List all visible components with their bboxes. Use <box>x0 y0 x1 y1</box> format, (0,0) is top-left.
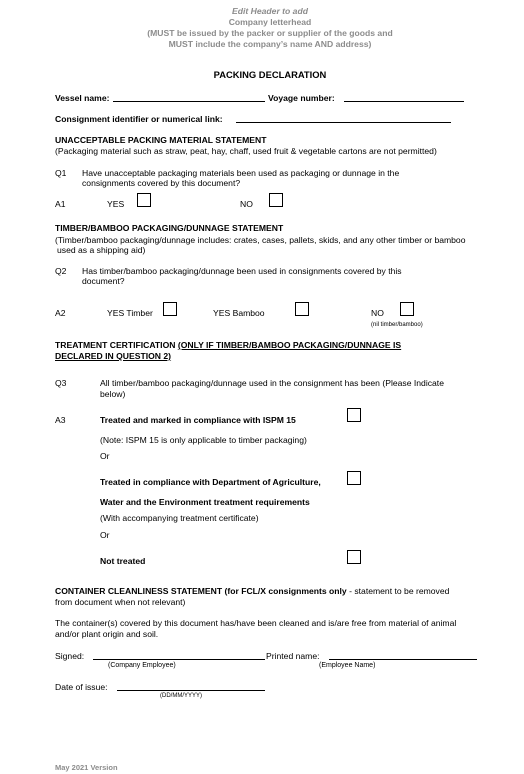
a1-yes-label: YES <box>107 199 125 209</box>
a2-no-label: NO <box>371 308 384 318</box>
header-must-line-1: (MUST be issued by the packer or supplier of the goods and <box>147 28 393 38</box>
q1-number: Q1 <box>55 168 67 178</box>
container-text-line-2: and/or plant origin and soil. <box>55 629 159 639</box>
q2-text-line-2: document? <box>82 276 125 286</box>
ispm15-checkbox[interactable] <box>347 408 361 422</box>
or-label-2: Or <box>100 530 110 540</box>
consignment-label: Consignment identifier or numerical link: <box>55 114 223 124</box>
a1-yes-checkbox[interactable] <box>137 193 151 207</box>
printed-name-sublabel: (Employee Name) <box>319 662 376 669</box>
treatment-heading <box>55 340 401 350</box>
container-heading-bold: CONTAINER CLEANLINESS STATEMENT (for FCL/X consignments only <box>55 586 347 596</box>
header-must-line-2: MUST include the company’s name AND address) <box>168 39 372 49</box>
timber-heading: TIMBER/BAMBOO PACKAGING/DUNNAGE STATEMENT <box>55 223 284 233</box>
page-title: PACKING DECLARATION <box>213 69 327 80</box>
date-label: Date of issue: <box>55 682 108 692</box>
container-text-line-1: The container(s) covered by this document has/have been cleaned and is/are free from material of animal <box>55 618 457 628</box>
unacceptable-desc: (Packaging material such as straw, peat, hay, chaff, used fruit & vegetable cartons are not permitted) <box>55 146 437 156</box>
q3-number: Q3 <box>55 378 67 388</box>
signed-label: Signed: <box>55 651 85 661</box>
q3-text-line-1: All timber/bamboo packaging/dunnage used in the consignment has been (Please Indicate <box>100 378 444 388</box>
container-heading-rest: - statement to be removed <box>346 586 450 596</box>
q3-text-line-2: below) <box>100 389 126 399</box>
not-treated-checkbox[interactable] <box>347 550 361 564</box>
a2-no-checkbox[interactable] <box>400 302 414 316</box>
not-treated-label: Not treated <box>100 556 146 566</box>
date-format-sublabel: (DD/MM/YYYY) <box>160 693 202 699</box>
ispm15-note: (Note: ISPM 15 is only applicable to timber packaging) <box>100 435 307 445</box>
daff-note: (With accompanying treatment certificate) <box>100 513 259 523</box>
a2-nil-note: (nil timber/bamboo) <box>371 322 423 328</box>
a2-yes-timber-label: YES Timber <box>107 308 153 318</box>
vessel-name-field[interactable] <box>113 101 265 102</box>
daff-option-line-1: Treated in compliance with Department of Agriculture, <box>100 477 321 487</box>
printed-name-label: Printed name: <box>266 651 320 661</box>
a2-number: A2 <box>55 308 66 318</box>
a1-number: A1 <box>55 199 66 209</box>
consignment-field[interactable] <box>236 122 451 123</box>
vessel-label: Vessel name: <box>55 93 110 103</box>
container-heading-line-2: from document when not relevant) <box>55 597 186 607</box>
header-letterhead: Company letterhead <box>228 17 312 27</box>
treatment-heading-line-2: DECLARED IN QUESTION 2) <box>55 351 172 361</box>
timber-desc-line-1: (Timber/bamboo packaging/dunnage includes: crates, cases, pallets, skids, and any other timber or bamboo <box>55 235 466 245</box>
unacceptable-heading: UNACCEPTABLE PACKING MATERIAL STATEMENT <box>55 135 267 145</box>
version-footer: May 2021 Version <box>55 763 118 772</box>
voyage-number-field[interactable] <box>344 101 464 102</box>
q1-text-line-1: Have unacceptable packaging materials been used as packaging or dunnage in the <box>82 168 400 178</box>
treatment-heading-plain: TREATMENT CERTIFICATION <box>55 340 178 350</box>
a2-yes-timber-checkbox[interactable] <box>163 302 177 316</box>
q1-text-line-2: consignments covered by this document? <box>82 178 241 188</box>
a2-yes-bamboo-label: YES Bamboo <box>213 308 265 318</box>
q2-text-line-1: Has timber/bamboo packaging/dunnage been used in consignments covered by this <box>82 266 402 276</box>
container-heading <box>55 586 449 596</box>
a1-no-checkbox[interactable] <box>269 193 283 207</box>
a3-number: A3 <box>55 415 66 425</box>
voyage-label: Voyage number: <box>268 93 335 103</box>
a2-yes-bamboo-checkbox[interactable] <box>295 302 309 316</box>
daff-checkbox[interactable] <box>347 471 361 485</box>
daff-option-line-2: Water and the Environment treatment requirements <box>100 497 310 507</box>
a1-no-label: NO <box>240 199 253 209</box>
q2-number: Q2 <box>55 266 67 276</box>
ispm15-option-label: Treated and marked in compliance with ISPM 15 <box>100 415 296 425</box>
header-edit-line: Edit Header to add <box>232 6 308 16</box>
treatment-heading-underlined: (ONLY IF TIMBER/BAMBOO PACKAGING/DUNNAGE IS <box>177 340 402 350</box>
or-label-1: Or <box>100 451 110 461</box>
signed-sublabel: (Company Employee) <box>108 662 176 669</box>
printed-name-field[interactable] <box>329 659 477 660</box>
signed-field[interactable] <box>93 659 265 660</box>
timber-desc-line-2: used as a shipping aid) <box>57 245 146 255</box>
date-field[interactable] <box>117 690 265 691</box>
